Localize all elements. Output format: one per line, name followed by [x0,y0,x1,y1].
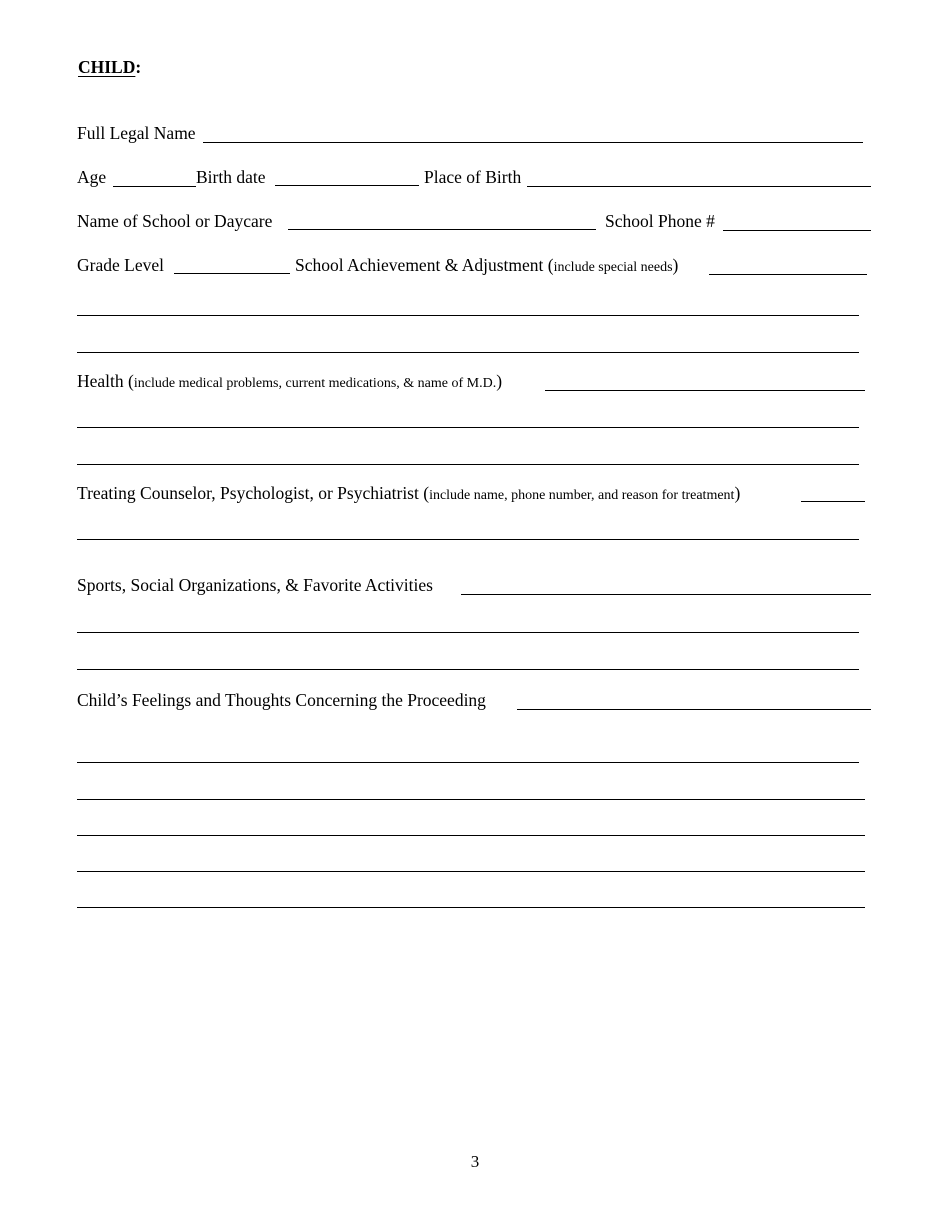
feelings-line-2[interactable] [77,762,859,763]
grade-level-line[interactable] [174,273,290,274]
treating-text: Treating Counselor, Psychologist, or Psychiatrist ( [77,483,430,503]
feelings-line-6[interactable] [77,907,865,908]
sports-line-2[interactable] [77,632,859,633]
birth-date-line[interactable] [275,185,419,186]
school-phone-line[interactable] [723,230,871,231]
age-line[interactable] [113,186,196,187]
school-achievement-text: School Achievement & Adjustment ( [295,255,554,275]
full-legal-name-label: Full Legal Name [77,123,196,143]
place-of-birth-line[interactable] [527,186,871,187]
sports-line-3[interactable] [77,669,859,670]
treating-note: include name, phone number, and reason for treatment [429,488,735,503]
school-phone-label: School Phone # [605,211,715,231]
school-achievement-line-3[interactable] [77,352,859,353]
health-line-2[interactable] [77,427,859,428]
health-line-3[interactable] [77,464,859,465]
school-name-line[interactable] [288,229,596,230]
school-achievement-line-2[interactable] [77,315,859,316]
health-note: include medical problems, current medications, & name of M.D. [133,376,497,391]
treating-label [77,483,740,506]
school-name-label: Name of School or Daycare [77,211,273,231]
section-heading [78,57,141,78]
treating-line[interactable] [801,501,865,502]
health-close: ) [496,371,503,391]
full-legal-name-line[interactable] [203,142,863,143]
feelings-line[interactable] [517,709,871,710]
health-line[interactable] [545,390,865,391]
feelings-label: Child’s Feelings and Thoughts Concerning the Proceeding [77,690,486,710]
place-of-birth-label: Place of Birth [424,167,522,187]
sports-line[interactable] [461,594,871,595]
school-achievement-label [295,255,678,278]
age-label: Age [77,167,107,187]
school-achievement-close: ) [672,255,679,275]
feelings-line-4[interactable] [77,835,865,836]
grade-level-label: Grade Level [77,255,164,275]
feelings-line-3[interactable] [77,799,865,800]
birth-date-label: Birth date [196,167,266,187]
section-heading-suffix: : [135,57,142,77]
treating-line-2[interactable] [77,539,859,540]
school-achievement-line[interactable] [709,274,867,275]
page-number: 3 [470,1152,480,1171]
feelings-line-5[interactable] [77,871,865,872]
school-achievement-note: include special needs [553,260,673,275]
section-heading-label: CHILD [78,57,136,77]
health-text: Health ( [77,371,134,391]
sports-label: Sports, Social Organizations, & Favorite Activities [77,575,433,595]
health-label [77,371,502,394]
treating-close: ) [734,483,741,503]
